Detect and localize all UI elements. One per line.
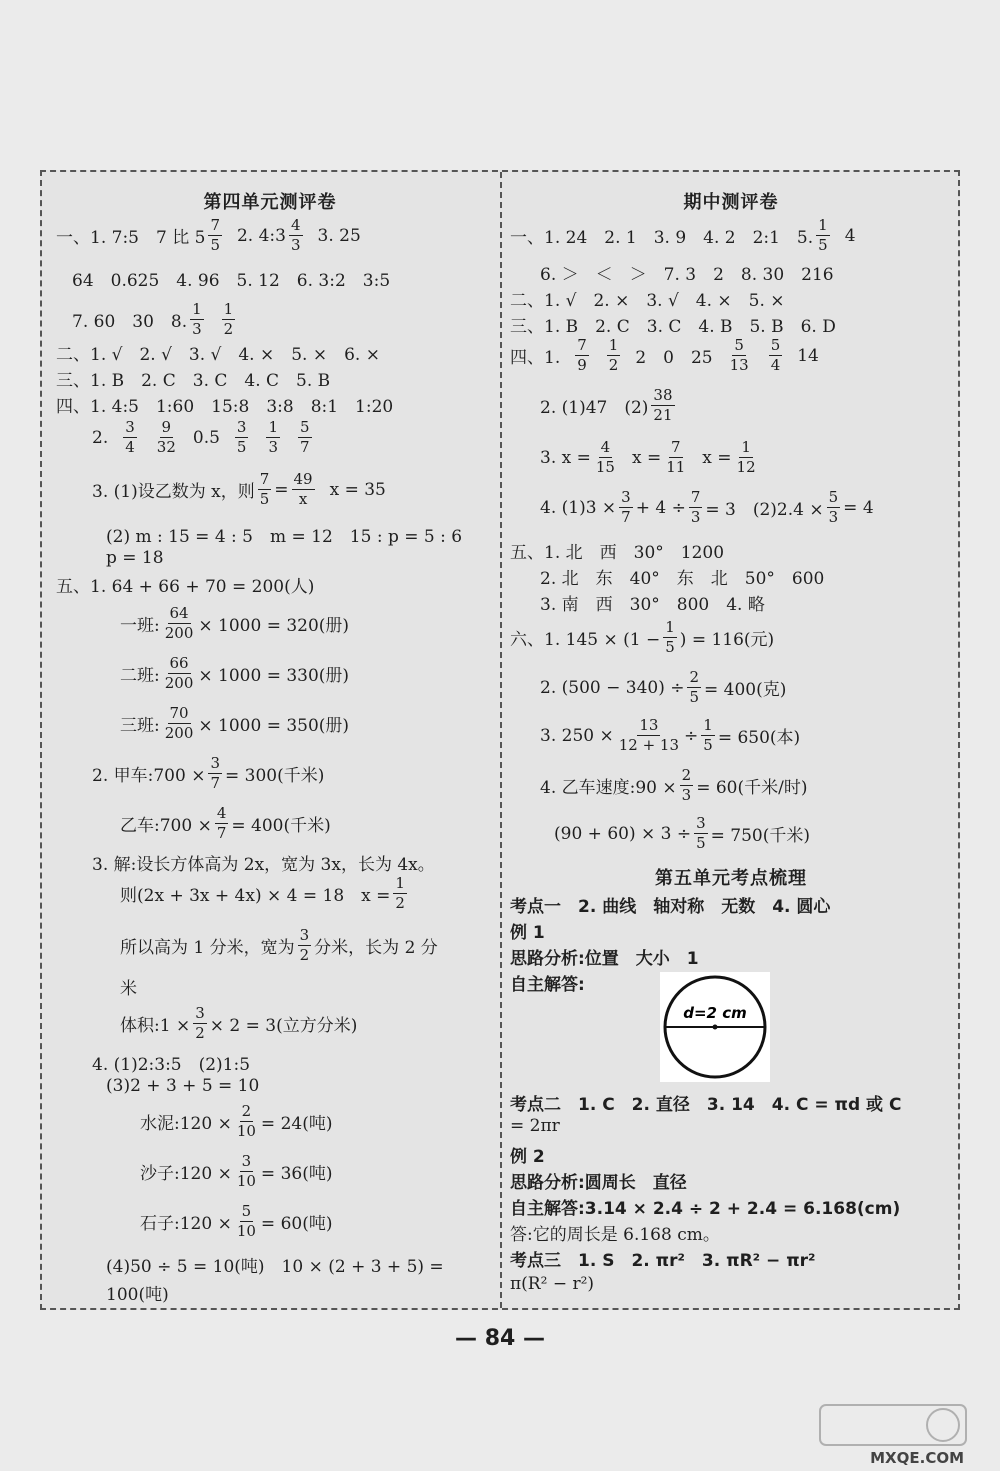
fraction: $\frac{7}{3}$ [690,488,701,526]
fraction: $\frac{3}{2}$ [299,926,310,964]
page-number: — 84 — [455,1326,545,1351]
fraction: $\frac{38}{21}$ [653,386,673,424]
fraction: $\frac{5}{3}$ [828,488,839,526]
answer-line: 二、1. √ 2. × 3. √ 4. × 5. × [510,291,785,311]
fraction: $\frac{4}{15}$ [595,438,615,476]
answer-line: 自主解答: [510,975,585,995]
fraction: $\frac{13}{12 + 13}$ [618,716,680,754]
fraction: $\frac{5}{13}$ [729,336,749,374]
answer-line: p = 18 [106,548,164,568]
answer-line: 6. ＞ ＜ ＞ 7. 3 2 8. 30 216 [540,265,834,285]
fraction: $\frac{3}{4}$ [125,418,135,456]
fraction: $\frac{7}{11}$ [666,438,686,476]
fraction: $\frac{1}{2}$ [395,874,405,912]
diameter-label: d=2 cm [683,1004,747,1022]
answer-line: 3. (1)设乙数为 x，则 $\frac{7}{5}$ = $\frac{49}{x}$ x = 35 [92,470,386,508]
center-point [713,1025,718,1030]
fraction: $\frac{1}{5}$ [703,716,713,754]
answer-line: (3)2 + 3 + 5 = 10 [106,1076,260,1096]
answer-line: 米 [120,979,137,999]
fraction: $\frac{3}{5}$ [236,418,247,456]
fraction: $\frac{7}{5}$ [210,216,220,254]
fraction: $\frac{1}{12}$ [736,438,756,476]
fraction: $\frac{3}{2}$ [195,1004,205,1042]
fraction: $\frac{1}{2}$ [608,336,619,374]
fraction: $\frac{49}{x}$ [293,470,313,508]
answer-line: 五、1. 北 西 30° 1200 [510,543,725,563]
answer-line: 2. $\frac{3}{4}$ $\frac{9}{32}$ 0.5 $\frac{3}{5}$ $\frac{1}{3}$ $\frac{5}{7}$ [92,418,310,456]
answer-line: 体积:1 × $\frac{3}{2}$ × 2 = 3(立方分米) [120,1004,358,1042]
fraction: $\frac{3}{10}$ [236,1152,256,1190]
fraction: $\frac{3}{7}$ [621,488,631,526]
answer-line: 五、1. 64 + 66 + 70 = 200(人) [56,577,315,597]
answer-line: 石子:120 × $\frac{5}{10}$ = 60(吨) [140,1202,333,1240]
fraction: $\frac{1}{3}$ [192,300,202,338]
answer-line: 4. (1)2:3:5 (2)1:5 [92,1055,251,1075]
fraction: $\frac{4}{3}$ [290,216,301,254]
answer-line: 三、1. B 2. C 3. C 4. B 5. B 6. D [510,317,836,337]
answer-line: 思路分析:圆周长 直径 [510,1173,687,1193]
section-title-midterm: 期中测评卷 [683,192,779,213]
answer-line: 3. x = $\frac{4}{15}$ x = $\frac{7}{11}$ x = $\frac{1}{12}$ [540,438,756,476]
answer-line: 2. (1)47 (2) $\frac{38}{21}$ [540,386,673,424]
answer-line: 例 1 [510,923,545,943]
answer-line: 六、1. 145 × (1 − $\frac{1}{5}$ ) = 116(元) [510,618,775,656]
answer-line: 水泥:120 × $\frac{2}{10}$ = 24(吨) [140,1102,333,1140]
column-divider [500,172,502,1308]
answer-line: 3. 250 × $\frac{13}{12 + 13}$ ÷ $\frac{1}{5}$ = 650(本) [540,716,801,754]
answer-line: 考点一 2. 曲线 轴对称 无数 4. 圆心 [510,897,831,917]
answer-line: 一班: $\frac{64}{200}$ × 1000 = 320(册) [120,604,350,642]
answer-line: 2. (500 − 340) ÷ $\frac{2}{5}$ = 400(克) [540,668,787,706]
answer-line: 二班: $\frac{66}{200}$ × 1000 = 330(册) [120,654,350,692]
fraction: $\frac{5}{10}$ [236,1202,256,1240]
answer-line: 三班: $\frac{70}{200}$ × 1000 = 350(册) [120,704,350,742]
fraction: $\frac{1}{5}$ [665,618,675,656]
fraction: $\frac{2}{3}$ [681,766,692,804]
fraction: $\frac{2}{5}$ [689,668,700,706]
circle-diagram [660,972,770,1082]
answer-line: 64 0.625 4. 96 5. 12 6. 3:2 3:5 [72,271,391,291]
answer-line: 考点二 1. C 2. 直径 3. 14 4. C = πd 或 C [510,1095,902,1115]
fraction: $\frac{5}{7}$ [300,418,310,456]
answer-page-frame [40,170,960,1310]
answer-line: 沙子:120 × $\frac{3}{10}$ = 36(吨) [140,1152,333,1190]
answer-line: 100(吨) [106,1285,169,1305]
answer-line: 乙车:700 × $\frac{4}{7}$ = 400(千米) [120,804,331,842]
answer-line: 四、1. 4:5 1:60 15:8 3:8 8:1 1:20 [56,397,394,417]
section-title-unit5: 第五单元考点梳理 [655,868,807,889]
answer-line: 3. 解:设长方体高为 2x，宽为 3x，长为 4x。 [92,855,435,875]
answer-line: 2. 甲车:700 × $\frac{3}{7}$ = 300(千米) [92,754,325,792]
answer-line: = 2πr [510,1116,560,1136]
answer-line: 4. (1)3 × $\frac{3}{7}$ + 4 ÷ $\frac{7}{3}$ = 3 (2)2.4 × $\frac{5}{3}$ = 4 [540,488,874,526]
section-title-unit4: 第四单元测评卷 [203,192,337,213]
answer-line: 则(2x + 3x + 4x) × 4 = 18 x = $\frac{1}{2}$ [120,874,405,912]
fraction: $\frac{7}{9}$ [577,336,587,374]
answer-line: 一、1. 7:5 7 比 5 $\frac{7}{5}$ 2. 4:3 $\frac{4}{3}$ 3. 25 [56,216,361,254]
fraction: $\frac{9}{32}$ [156,418,176,456]
answer-line: 四、1. $\frac{7}{9}$ $\frac{1}{2}$ 2 0 25 $\frac{5}{13}$ $\frac{5}{4}$ 14 [510,336,819,374]
fraction: $\frac{70}{200}$ [164,704,194,742]
answer-line: 答:它的周长是 6.168 cm。 [510,1225,720,1245]
fraction: $\frac{2}{10}$ [236,1102,256,1140]
fraction: $\frac{3}{5}$ [696,814,706,852]
fraction: $\frac{64}{200}$ [164,604,194,642]
answer-line: 考点三 1. S 2. πr² 3. πR² − πr² [510,1251,816,1271]
answer-line: 思路分析:位置 大小 1 [510,949,699,969]
fraction: $\frac{66}{200}$ [164,654,194,692]
answer-line: 4. 乙车速度:90 × $\frac{2}{3}$ = 60(千米/时) [540,766,808,804]
answer-line: (90 + 60) × 3 ÷ $\frac{3}{5}$ = 750(千米) [554,814,811,852]
answer-line: π(R² − r²) [510,1274,595,1294]
fraction: $\frac{7}{5}$ [259,470,270,508]
answer-line: 7. 60 30 8. $\frac{1}{3}$ $\frac{1}{2}$ [72,300,234,338]
answer-line: 所以高为 1 分米，宽为 $\frac{3}{2}$ 分米，长为 2 分 [120,926,438,964]
answer-line: (2) m : 15 = 4 : 5 m = 12 15 : p = 5 : 6 [106,527,463,547]
answer-line: 自主解答:3.14 × 2.4 ÷ 2 + 2.4 = 6.168(cm) [510,1199,901,1219]
answer-line: 3. 南 西 30° 800 4. 略 [540,595,765,615]
fraction: $\frac{4}{7}$ [216,804,227,842]
answer-line: 例 2 [510,1147,545,1167]
answer-line: (4)50 ÷ 5 = 10(吨) 10 × (2 + 3 + 5) = [106,1257,444,1277]
fraction: $\frac{1}{5}$ [818,216,828,254]
watermark-text: MXQE.COM [870,1449,964,1467]
answer-line: 二、1. √ 2. √ 3. √ 4. × 5. × 6. × [56,345,380,365]
answer-line: 一、1. 24 2. 1 3. 9 4. 2 2:1 5. $\frac{1}{5}$ 4 [510,216,856,254]
fraction: $\frac{1}{2}$ [223,300,234,338]
fraction: $\frac{5}{4}$ [770,336,781,374]
fraction: $\frac{1}{3}$ [268,418,279,456]
fraction: $\frac{3}{7}$ [210,754,220,792]
answer-line: 2. 北 东 40° 东 北 50° 600 [540,569,825,589]
answer-line: 三、1. B 2. C 3. C 4. C 5. B [56,371,331,391]
